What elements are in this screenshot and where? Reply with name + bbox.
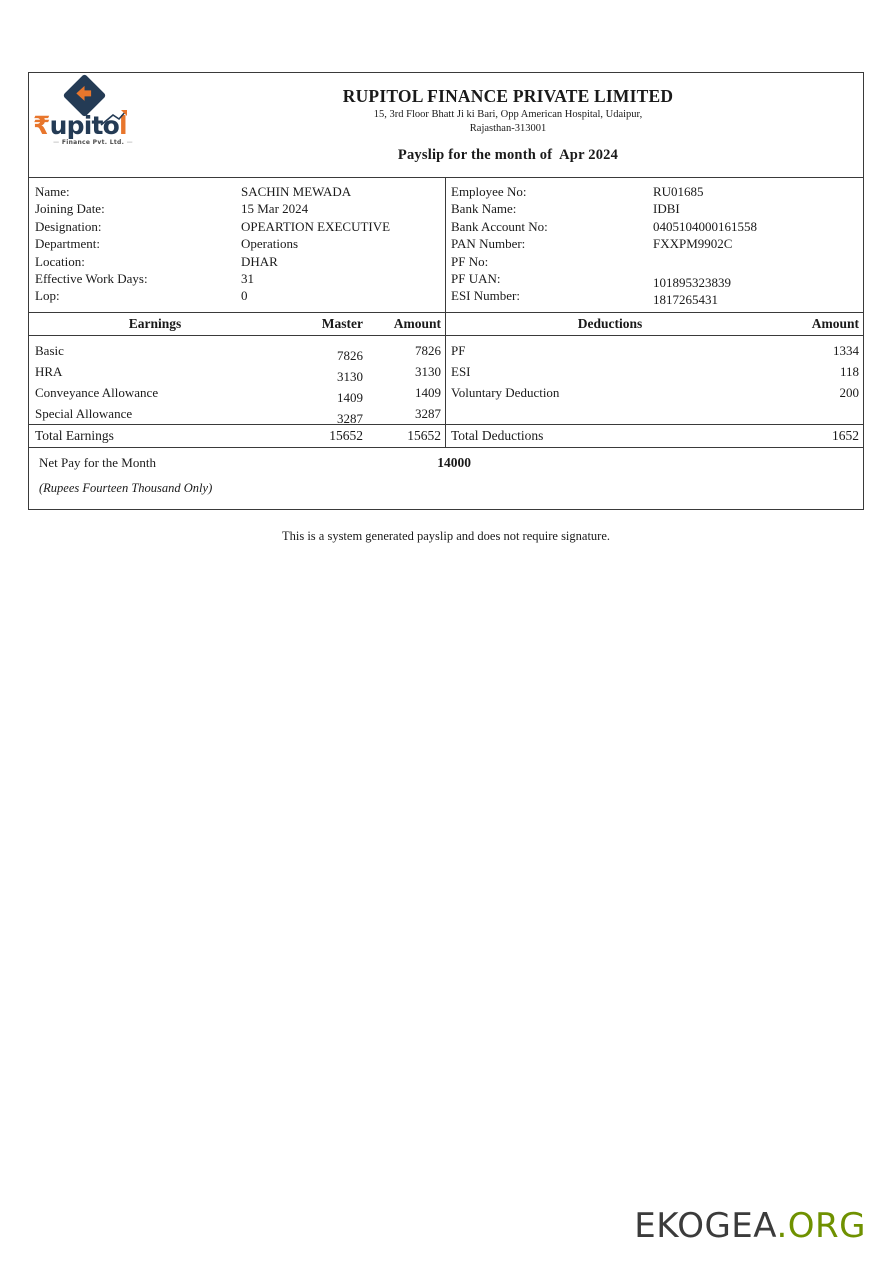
earning-amount: 7826 xyxy=(415,342,441,358)
detail-row-department xyxy=(29,235,445,252)
table-row xyxy=(29,361,445,382)
deduction-amount: 1334 xyxy=(833,342,859,358)
logo-wordmark xyxy=(33,111,153,141)
total-deductions-label: Total Deductions xyxy=(451,427,544,443)
detail-label: Joining Date: xyxy=(35,201,105,217)
employee-details-right xyxy=(445,178,863,312)
company-identity xyxy=(159,86,857,135)
logo-subtitle-text: Finance Pvt. Ltd. xyxy=(61,139,125,146)
earnings-list xyxy=(29,336,445,424)
detail-value: IDBI xyxy=(653,201,680,217)
detail-value: SACHIN MEWADA xyxy=(241,184,352,199)
net-pay-in-words: (Rupees Fourteen Thousand Only) xyxy=(39,480,213,495)
detail-value: 31 xyxy=(241,270,254,286)
totals-row xyxy=(29,424,863,447)
detail-value: OPEARTION EXECUTIVE xyxy=(241,218,391,234)
logo-subtitle xyxy=(33,139,153,146)
deduction-amount: 118 xyxy=(839,363,859,379)
table-row xyxy=(29,403,445,424)
earning-name: HRA xyxy=(35,363,63,379)
total-deductions xyxy=(445,425,863,447)
salary-table-body xyxy=(29,336,863,424)
company-name: RUPITOL FINANCE PRIVATE LIMITED xyxy=(342,86,674,106)
payslip-document xyxy=(28,72,864,510)
table-row xyxy=(445,361,863,382)
detail-row-bank-account-no xyxy=(445,218,863,235)
earning-name: Conveyance Allowance xyxy=(35,384,159,400)
logo-rupee-symbol: ₹ xyxy=(33,111,50,140)
detail-label: Lop: xyxy=(35,288,60,304)
detail-value xyxy=(653,253,863,270)
system-generated-note: This is a system generated payslip and does not require signature. xyxy=(281,529,611,543)
company-address-line-2: Rajasthan-313001 xyxy=(469,123,547,134)
total-earnings xyxy=(29,425,445,447)
detail-label: PF No: xyxy=(451,253,489,269)
earning-master: 3287 xyxy=(337,410,363,426)
net-pay-label: Net Pay for the Month xyxy=(39,454,156,470)
logo-subtitle-dash-right: — xyxy=(126,139,133,146)
total-earnings-master: 15652 xyxy=(329,427,363,443)
detail-value: 1817265431 xyxy=(653,292,718,308)
detail-value: Operations xyxy=(241,236,299,252)
earning-master: 7826 xyxy=(337,347,363,363)
logo-subtitle-dash-left: — xyxy=(53,139,60,146)
detail-label: PF UAN: xyxy=(451,270,501,286)
table-row xyxy=(445,340,863,361)
table-row xyxy=(29,340,445,361)
detail-label: Department: xyxy=(35,236,100,252)
earning-amount: 1409 xyxy=(415,384,441,400)
detail-row-pf-no xyxy=(445,253,863,270)
detail-row-lop xyxy=(29,287,445,304)
deduction-name: PF xyxy=(451,342,466,358)
deduction-amount: 200 xyxy=(839,384,859,400)
company-address-line-1: 15, 3rd Floor Bhatt Ji ki Bari, Opp American Hospital, Udaipur, xyxy=(373,109,643,120)
net-pay-value: 14000 xyxy=(437,454,471,470)
detail-label: Bank Name: xyxy=(451,201,517,217)
detail-label: Bank Account No: xyxy=(451,218,548,234)
detail-row-employee-no xyxy=(445,183,863,200)
watermark-suffix: .ORG xyxy=(776,1206,866,1246)
detail-label: Name: xyxy=(35,184,70,199)
detail-row-bank-name xyxy=(445,200,863,217)
payslip-title: Payslip for the month of Apr 2024 xyxy=(397,147,619,163)
company-logo xyxy=(33,79,153,163)
detail-label: Employee No: xyxy=(451,184,527,199)
detail-value: 0 xyxy=(241,288,248,304)
earning-amount: 3287 xyxy=(415,405,441,421)
deduction-name: ESI xyxy=(451,363,471,379)
detail-row-location xyxy=(29,253,445,270)
logo-word-tail: l xyxy=(119,111,127,140)
column-header-earnings-amount: Amount xyxy=(393,315,441,331)
column-header-deductions-amount: Amount xyxy=(811,315,859,331)
table-row xyxy=(29,382,445,403)
detail-value: DHAR xyxy=(241,253,278,269)
salary-table-header xyxy=(29,313,863,335)
logo-growth-arrow-icon xyxy=(99,109,129,127)
detail-row-designation xyxy=(29,218,445,235)
earning-name: Special Allowance xyxy=(35,405,133,421)
detail-label: Effective Work Days: xyxy=(35,270,148,286)
site-watermark xyxy=(634,1206,866,1246)
total-earnings-label: Total Earnings xyxy=(35,427,114,443)
detail-value: 15 Mar 2024 xyxy=(241,201,309,217)
watermark-primary: EKOGEA xyxy=(634,1206,777,1246)
detail-value: 0405104000161558 xyxy=(653,218,757,234)
table-row xyxy=(445,382,863,403)
detail-row-pf-uan xyxy=(445,270,863,290)
earning-master: 3130 xyxy=(337,368,363,384)
employee-details-left xyxy=(29,178,445,312)
detail-value: 101895323839 xyxy=(653,274,731,290)
detail-label: ESI Number: xyxy=(451,288,520,304)
detail-value: FXXPM9902C xyxy=(653,236,733,252)
column-header-earnings: Earnings xyxy=(128,315,182,331)
total-earnings-amount: 15652 xyxy=(407,427,441,443)
deductions-list xyxy=(445,336,863,424)
detail-row-joining-date xyxy=(29,200,445,217)
net-pay-section xyxy=(29,447,863,509)
earning-master: 1409 xyxy=(337,389,363,405)
detail-value: RU01685 xyxy=(653,184,704,199)
earning-name: Basic xyxy=(35,342,64,358)
detail-row-pan-number xyxy=(445,235,863,252)
column-header-master: Master xyxy=(321,315,363,331)
detail-label: PAN Number: xyxy=(451,236,526,252)
column-header-deductions: Deductions xyxy=(577,315,643,331)
detail-row-name xyxy=(29,183,445,200)
document-header xyxy=(29,73,863,177)
logo-word-mid: upito xyxy=(49,111,119,140)
detail-label: Location: xyxy=(35,253,85,269)
earning-amount: 3130 xyxy=(415,363,441,379)
net-pay-row xyxy=(29,453,863,473)
deduction-name: Voluntary Deduction xyxy=(451,384,560,400)
total-deductions-amount: 1652 xyxy=(832,427,859,443)
employee-details-section xyxy=(29,178,863,312)
detail-row-effective-work-days xyxy=(29,270,445,287)
detail-label: Designation: xyxy=(35,218,102,234)
